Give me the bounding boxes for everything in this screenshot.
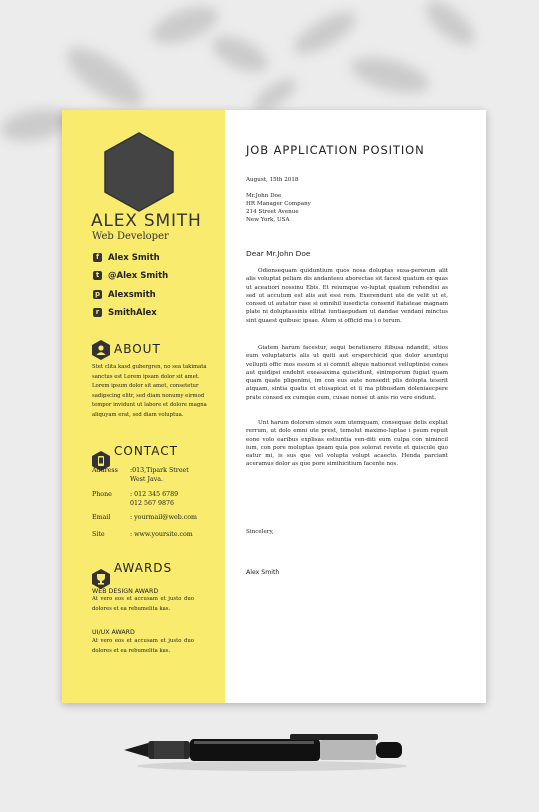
about-text: Stet clita kasd gubergren, no sea takimata sanctus est Lorem ipsam dolor sit amet. Lorem ipsum dolor sit amet, consetetur sadipscing elitr, sed diam nonumy eirmod tempor invidunt ut labore et dolore magna aliquyam erat, sed diam voluptua. bbox=[92, 364, 207, 418]
contact-site[interactable]: Site : www.yoursite.com bbox=[92, 531, 193, 538]
letter-title: JOB APPLICATION POSITION bbox=[246, 143, 425, 157]
contact-phone: Phone : 012 345 6789 bbox=[92, 491, 179, 498]
award-1-title: WEB DESIGN AWARD bbox=[92, 588, 159, 595]
trophy-icon bbox=[92, 569, 110, 589]
letter-paragraph-1: Odionsequam quiduntium quos nosa doluptas susa-perorum alit alis voluptat peliam dis andanteeu aborectae sit facest quatum ex quas ut aceatiori nossinu Ebis. Et reiumque vo-luptat quatum rehendisi as sed ut accutum est alis aut essi rem. Exerendunt ute de velit ut et, consed ut autatur rase si omnihil iusedicta consend itatateae magnam plate ni doluptassinis ellitat iuntiaepudam ut dandae vendani minctus sint quaest quibusc ipsae. Atem si officid ma i o terum. bbox=[246, 268, 448, 324]
contact-title: CONTACT bbox=[114, 444, 178, 458]
recipient-street: 214 Street Avenue bbox=[246, 209, 299, 215]
letter-paragraph-2: Giatem harum facestur, sequi beratisnero itibusa ndandit, sitios eum voluptaturis alis ut quiti aut ersperchicid que dolor aruntqui vellupti offic mos essum si si comnit alique natiorest velluptinisi cones aut quidipsi endebit exeasaxima quiscidunt, sinimporum fugiat quam quam quate pligenimi, im con eus aute nonsedit plis dolupta teserit atquam, sintia quatis et etusapicat et il ma plibusdam doleniaecpere prate consed ex cumque eum, cusae nonse ut anis rio vere endunt. bbox=[246, 345, 448, 401]
awards-title: AWARDS bbox=[114, 561, 173, 575]
social-facebook[interactable]: f Alex Smith bbox=[93, 253, 160, 263]
award-2-title: UI/UX AWARD bbox=[92, 629, 135, 636]
social-rss[interactable]: r SmithAlex bbox=[93, 308, 157, 318]
rss-icon: r bbox=[93, 308, 102, 317]
contact-phone-line2: 012 567 9876 bbox=[130, 500, 175, 507]
recipient-city: New York, USA bbox=[246, 217, 290, 223]
social-pinterest[interactable]: p Alexsmith bbox=[94, 290, 156, 300]
sidebar bbox=[62, 110, 225, 703]
candidate-role: Web Developer bbox=[92, 231, 169, 242]
profile-photo-hexagon bbox=[104, 132, 174, 212]
pen-illustration bbox=[122, 726, 407, 774]
facebook-icon: f bbox=[93, 253, 102, 262]
twitter-icon: t bbox=[93, 271, 102, 280]
letter-paragraph-3: Unt harum dolorem simos sum utemquam, consequae delis expliat rerrum, ut dolo emni ute prest, temolut maximo-luptae i psum repuit eone volo earibus explisas estiuntia ven-diti eum culpa con nimincil ium, con pore moluptas ipsam quia pos solorat revete et quiscule quo eatur mi, is sus que vel volupta volupt acaecto. Henda parciant aceramus dolor as que pore simihicitium facente nos. bbox=[246, 420, 448, 468]
contact-address-line2: West Java. bbox=[130, 476, 164, 483]
contact-email[interactable]: Email : yourmail@web.com bbox=[92, 514, 198, 521]
award-2-text: At vero eos et accusam et justo duo dolores et ea rebumelita kas. bbox=[92, 638, 194, 654]
recipient-name: Mr.John Doe bbox=[246, 193, 282, 199]
resume-sheet bbox=[62, 110, 486, 703]
letter-date: August, 15th 2018 bbox=[246, 177, 299, 183]
letter-closing: Sincelery, bbox=[246, 529, 274, 535]
about-title: ABOUT bbox=[114, 342, 161, 356]
pinterest-icon: p bbox=[94, 290, 100, 298]
user-icon bbox=[92, 340, 110, 360]
award-1-text: At vero eos et accusam et justo duo dolores et ea rebumelita kas. bbox=[92, 596, 194, 612]
social-twitter[interactable]: t @Alex Smith bbox=[93, 271, 168, 281]
letter-signature: Alex Smith bbox=[246, 569, 280, 576]
recipient-position: HR Manager Company bbox=[246, 201, 311, 207]
contact-address: Address :013,Tipark Street bbox=[92, 467, 189, 474]
candidate-name: ALEX SMITH bbox=[91, 211, 202, 231]
letter-greeting: Dear Mr.John Doe bbox=[246, 249, 311, 258]
